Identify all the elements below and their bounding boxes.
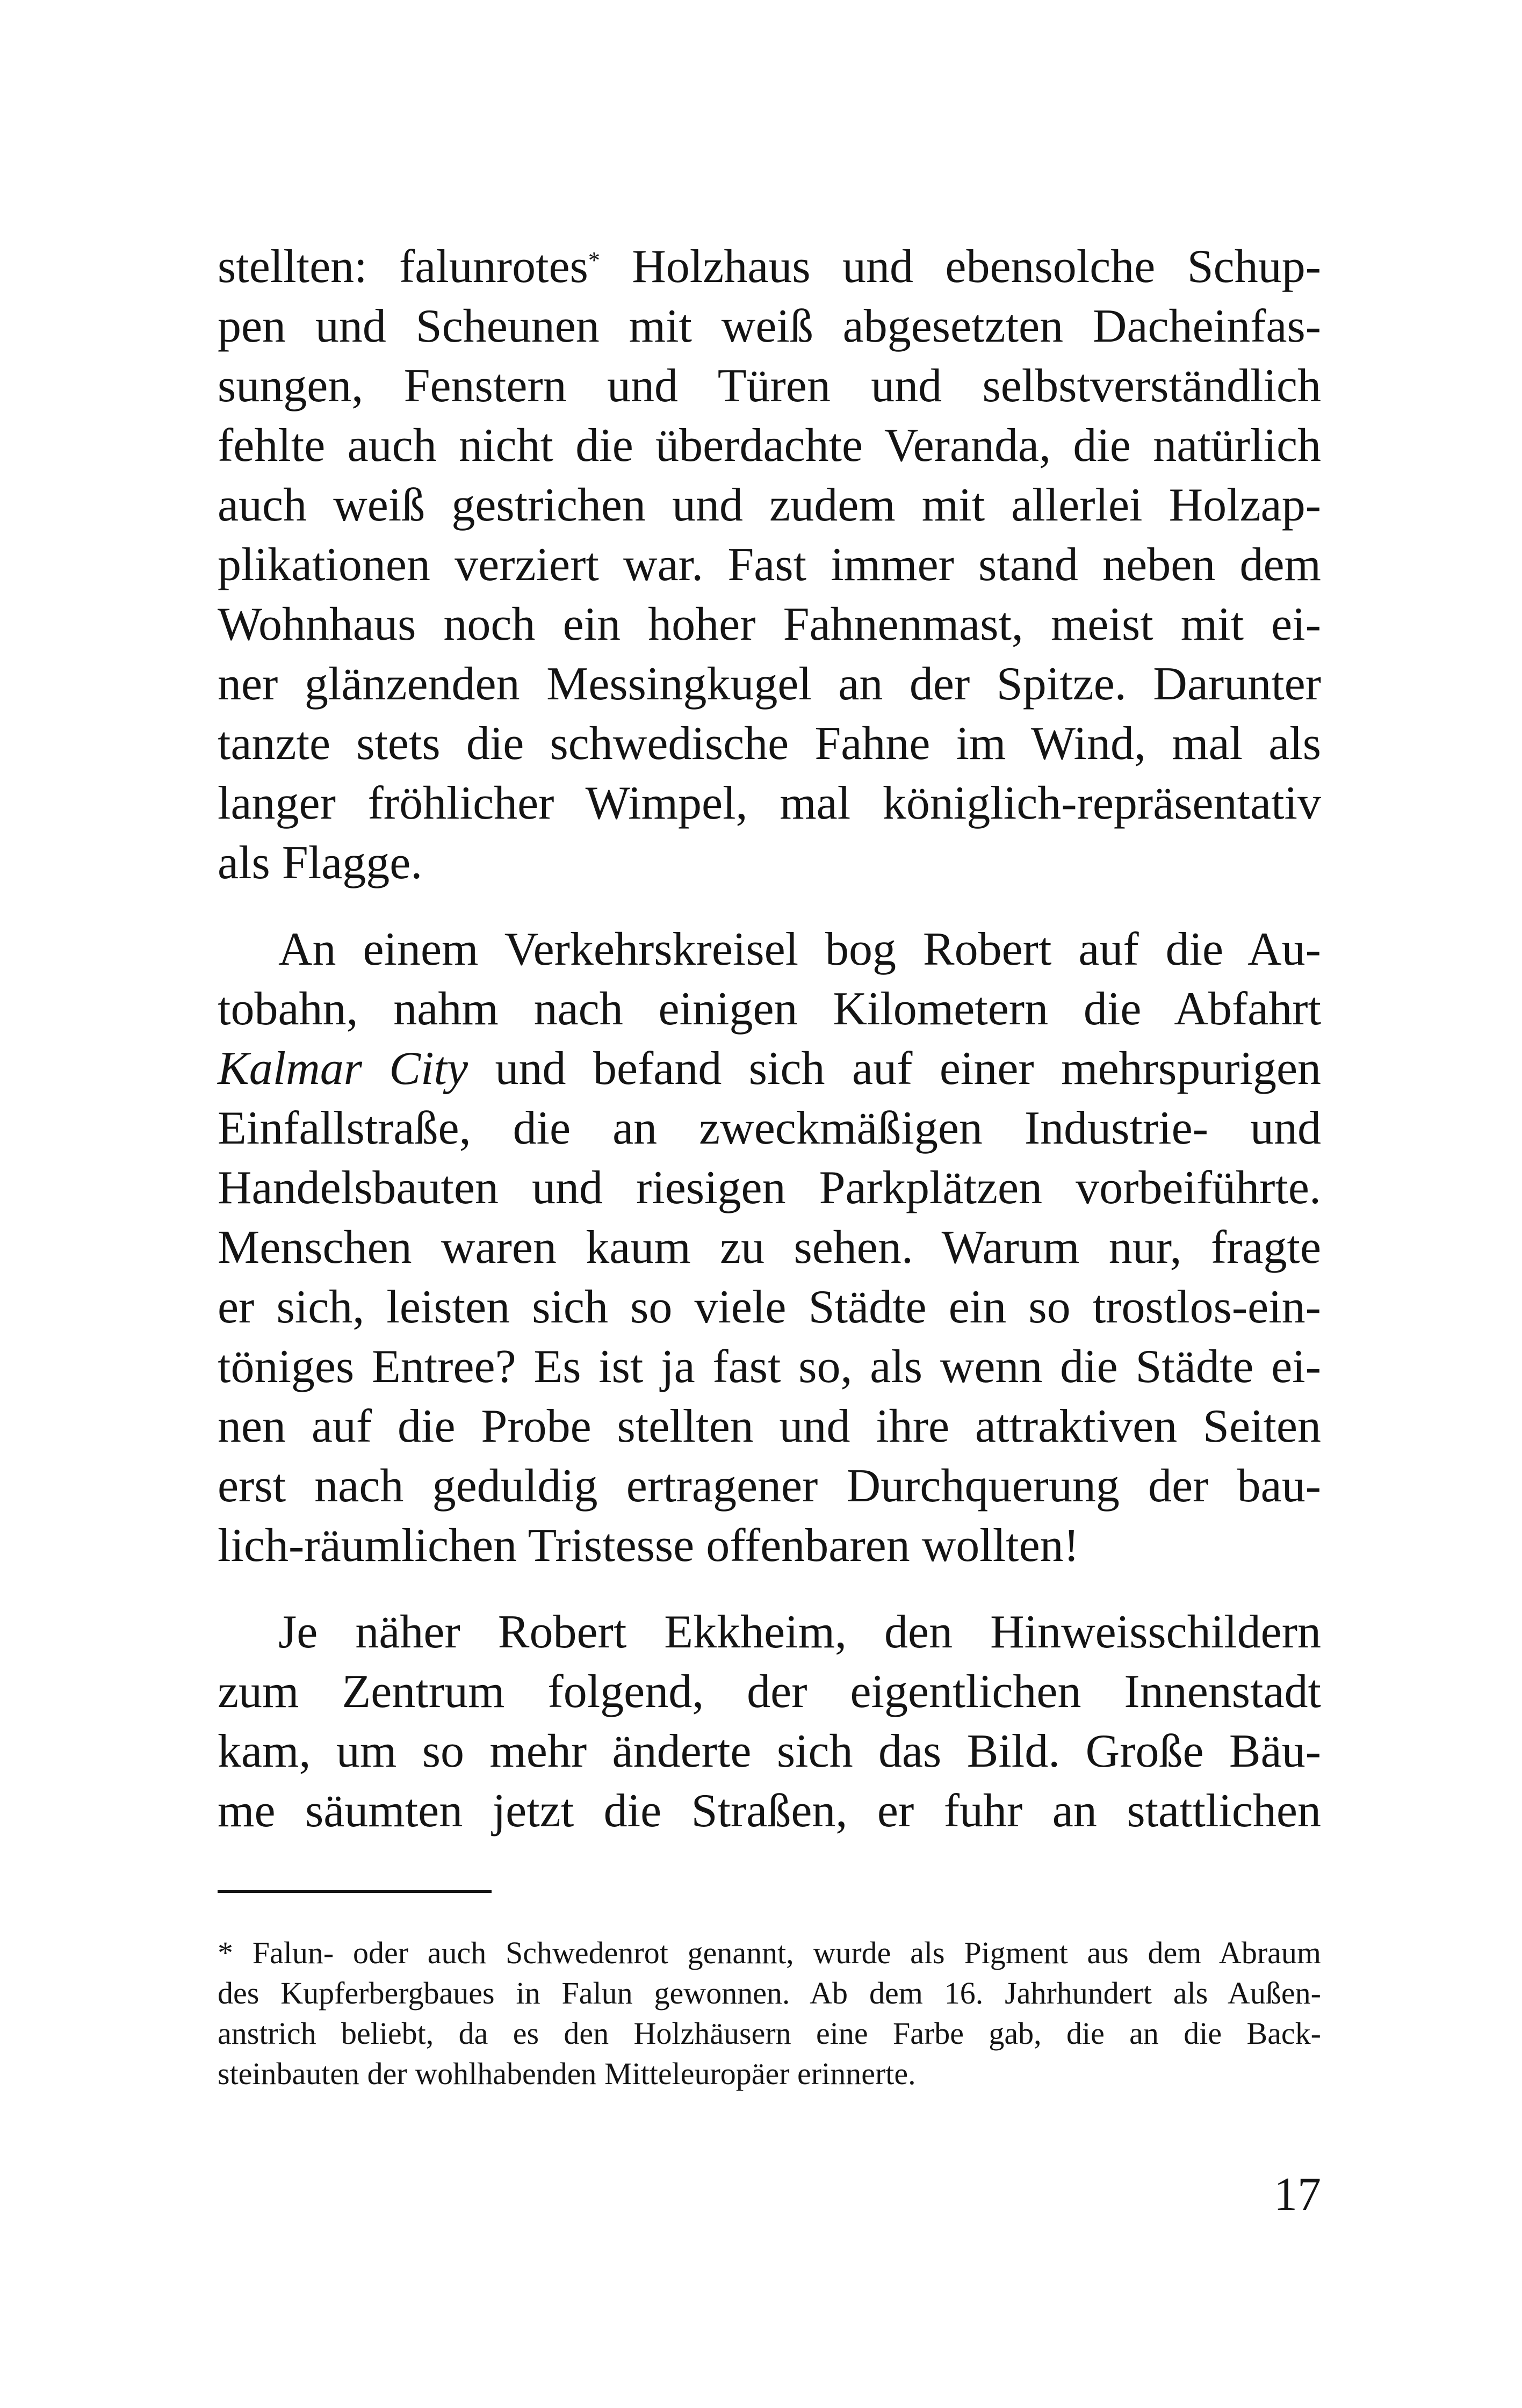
text-line: me säumten jetzt die Straßen, er fuhr an stattlichen: [218, 1785, 1321, 1837]
footnote: [218, 1933, 1321, 2094]
footnote-separator-rule: [218, 1890, 492, 1893]
footnote-line: * Falun- oder auch Schwedenrot genannt, wurde als Pigment aus dem Abraum: [218, 1935, 1321, 1970]
text-line: sungen, Fenstern und Türen und selbstverständlich: [218, 360, 1321, 412]
text-line: langer fröhlicher Wimpel, mal königlich-repräsentativ: [218, 777, 1321, 829]
italic-place-name: Kalmar City: [218, 1043, 468, 1095]
text-line: [218, 237, 1321, 297]
paragraph: [218, 920, 1321, 1575]
text-line: plikationen verziert war. Fast immer stand neben dem: [218, 539, 1321, 591]
footnote-line: steinbauten der wohlhabenden Mitteleuropäer erinnerte.: [218, 2056, 916, 2091]
text-line: Wohnhaus noch ein hoher Fahnenmast, meist mit ei-: [218, 598, 1321, 650]
text-line: als Flagge.: [218, 837, 423, 889]
footnote-line: anstrich beliebt, da es den Holzhäusern eine Farbe gab, die an die Back-: [218, 2016, 1321, 2051]
text-line: Je näher Robert Ekkheim, den Hinweisschildern: [278, 1606, 1321, 1658]
text-segment: und befand sich auf einer mehrspurigen: [468, 1043, 1322, 1095]
text-segment: stellten: falunrotes: [218, 241, 588, 293]
text-line: er sich, leisten sich so viele Städte ein so trostlos-ein-: [218, 1281, 1321, 1333]
text-line: Einfallstraße, die an zweckmäßigen Industrie- und: [218, 1102, 1321, 1154]
text-line: töniges Entree? Es ist ja fast so, als wenn die Städte ei-: [218, 1341, 1321, 1393]
text-line: kam, um so mehr änderte sich das Bild. Große Bäu-: [218, 1725, 1321, 1777]
footnote-reference-marker: *: [588, 247, 600, 273]
text-line: [218, 1039, 1321, 1098]
text-line: pen und Scheunen mit weiß abgesetzten Dacheinfas-: [218, 300, 1321, 352]
paragraph: [218, 237, 1321, 893]
text-line: Menschen waren kaum zu sehen. Warum nur, fragte: [218, 1221, 1321, 1274]
text-line: auch weiß gestrichen und zudem mit allerlei Holzap-: [218, 479, 1321, 531]
paragraph: [218, 1602, 1321, 1841]
text-line: erst nach geduldig ertragener Durchquerung der bau-: [218, 1460, 1321, 1512]
text-segment: Holzhaus und ebensolche Schup-: [600, 241, 1321, 293]
text-line: fehlte auch nicht die überdachte Veranda, die natürlich: [218, 420, 1321, 472]
text-line: An einem Verkehrskreisel bog Robert auf die Au-: [278, 923, 1321, 975]
text-line: tobahn, nahm nach einigen Kilometern die Abfahrt: [218, 983, 1321, 1035]
text-line: zum Zentrum folgend, der eigentlichen Innenstadt: [218, 1666, 1321, 1718]
footnote-line: des Kupferbergbaues in Falun gewonnen. Ab dem 16. Jahrhundert als Außen-: [218, 1976, 1321, 2011]
text-line: tanzte stets die schwedische Fahne im Wind, mal als: [218, 718, 1321, 770]
text-line: lich-räumlichen Tristesse offenbaren wollten!: [218, 1520, 1079, 1572]
text-line: Handelsbauten und riesigen Parkplätzen vorbeiführte.: [218, 1162, 1321, 1214]
text-line: ner glänzenden Messingkugel an der Spitze. Darunter: [218, 658, 1321, 710]
text-line: nen auf die Probe stellten und ihre attraktiven Seiten: [218, 1400, 1321, 1452]
page-number: 17: [1274, 2168, 1321, 2221]
main-text: [218, 237, 1321, 1841]
